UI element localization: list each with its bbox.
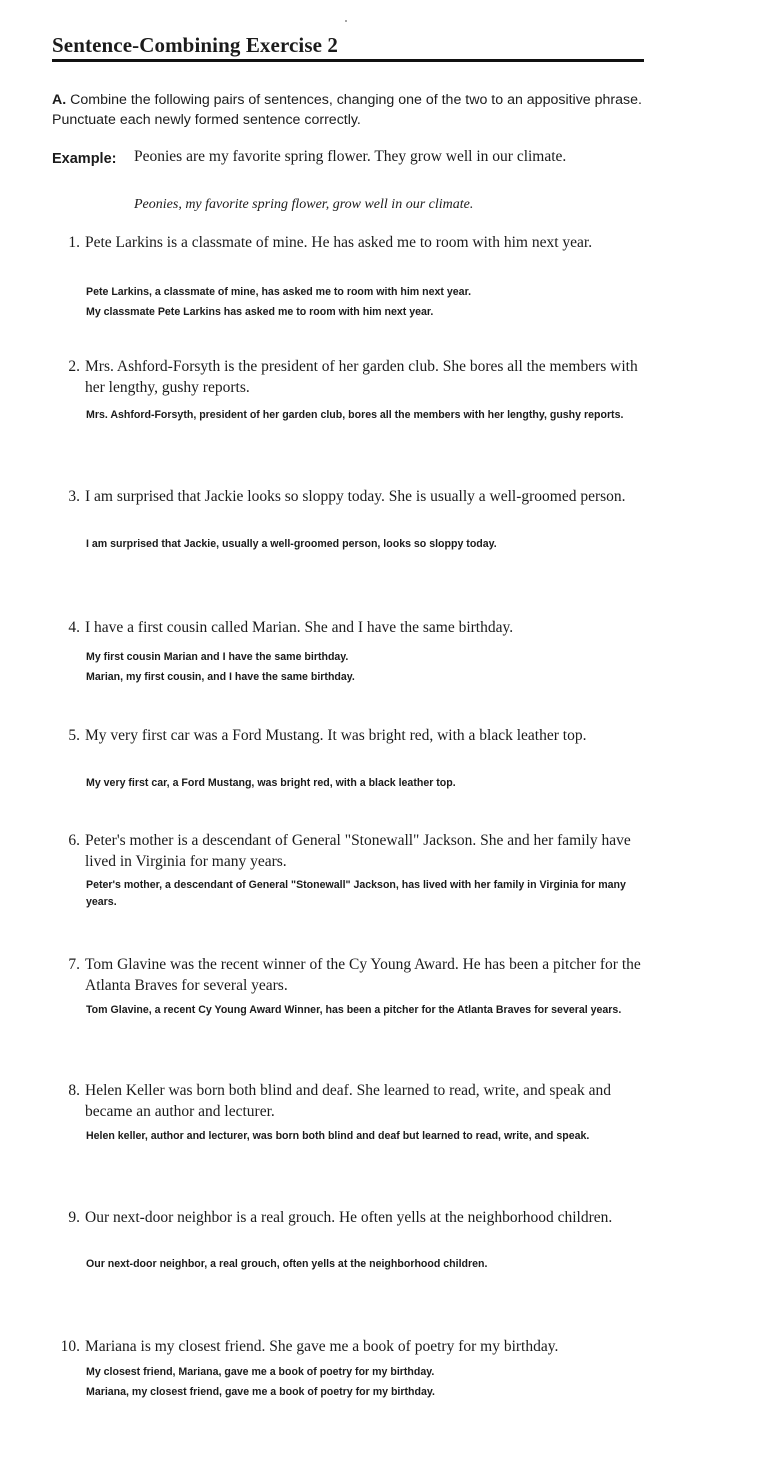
item-answer: Pete Larkins, a classmate of mine, has asked me to room with him next year. (86, 286, 472, 298)
item-answer: My classmate Pete Larkins has asked me to room with him next year. (86, 306, 434, 318)
item-answer: My very first car, a Ford Mustang, was bright red, with a black leather top. (86, 777, 456, 789)
item-number: 6. (68, 832, 80, 849)
item-answer: Mrs. Ashford-Forsyth, president of her garden club, bores all the members with her lengthy, gushy reports. (86, 409, 624, 421)
item-question: Pete Larkins is a classmate of mine. He has asked me to room with him next year. (85, 234, 593, 251)
item-question: Helen Keller was born both blind and deaf. She learned to read, write, and speak and became an author and lecturer. (85, 1082, 611, 1120)
item-number: 10. (60, 1338, 80, 1355)
item-question: I have a first cousin called Marian. She and I have the same birthday. (85, 619, 514, 636)
item-answer: My closest friend, Mariana, gave me a book of poetry for my birthday. (86, 1366, 435, 1378)
title-rule (52, 59, 644, 62)
item-number: 5. (68, 727, 80, 744)
item-number: 7. (68, 956, 80, 973)
item-answer: Tom Glavine, a recent Cy Young Award Winner, has been a pitcher for the Atlanta Braves for several years. (86, 1004, 622, 1016)
item-answer: My first cousin Marian and I have the same birthday. (86, 651, 349, 663)
example-answer: Peonies, my favorite spring flower, grow well in our climate. (134, 197, 474, 212)
item-question: Our next-door neighbor is a real grouch. He often yells at the neighborhood children. (85, 1209, 613, 1226)
item-answer: Helen keller, author and lecturer, was born both blind and deaf but learned to read, write, and speak. (86, 1130, 590, 1142)
instructions-letter: A. (52, 92, 67, 108)
item-answer: Our next-door neighbor, a real grouch, often yells at the neighborhood children. (86, 1258, 488, 1270)
item-answer: Mariana, my closest friend, gave me a book of poetry for my birthday. (86, 1386, 435, 1398)
item-question: Peter's mother is a descendant of General "Stonewall" Jackson. She and her family have lived in Virginia for many years. (85, 832, 631, 870)
item-number: 2. (68, 358, 80, 375)
item-answer: Peter's mother, a descendant of General "Stonewall" Jackson, has lived with her family in Virginia for many years. (86, 879, 626, 908)
item-number: 8. (68, 1082, 80, 1099)
item-number: 9. (68, 1209, 80, 1226)
page-title: Sentence-Combining Exercise 2 (52, 33, 338, 57)
example-sentence: Peonies are my favorite spring flower. They grow well in our climate. (134, 148, 567, 165)
scan-speck (345, 20, 347, 22)
example-label: Example: (52, 151, 117, 167)
item-number: 1. (68, 234, 80, 251)
item-answer: Marian, my first cousin, and I have the same birthday. (86, 671, 355, 683)
item-number: 3. (68, 488, 80, 505)
instructions (52, 90, 652, 130)
item-question: I am surprised that Jackie looks so sloppy today. She is usually a well-groomed person. (85, 488, 626, 505)
item-question: Tom Glavine was the recent winner of the Cy Young Award. He has been a pitcher for the Atlanta Braves for several years. (85, 956, 641, 994)
instructions-text: Combine the following pairs of sentences, changing one of the two to an appositive phrase. Punctuate each newly formed sentence correctly. (52, 92, 642, 128)
item-question: My very first car was a Ford Mustang. It was bright red, with a black leather top. (85, 727, 587, 744)
item-question: Mrs. Ashford-Forsyth is the president of her garden club. She bores all the members with her lengthy, gushy reports. (85, 358, 638, 396)
item-number: 4. (68, 619, 80, 636)
item-answer: I am surprised that Jackie, usually a well-groomed person, looks so sloppy today. (86, 538, 497, 550)
item-question: Mariana is my closest friend. She gave me a book of poetry for my birthday. (85, 1338, 559, 1355)
